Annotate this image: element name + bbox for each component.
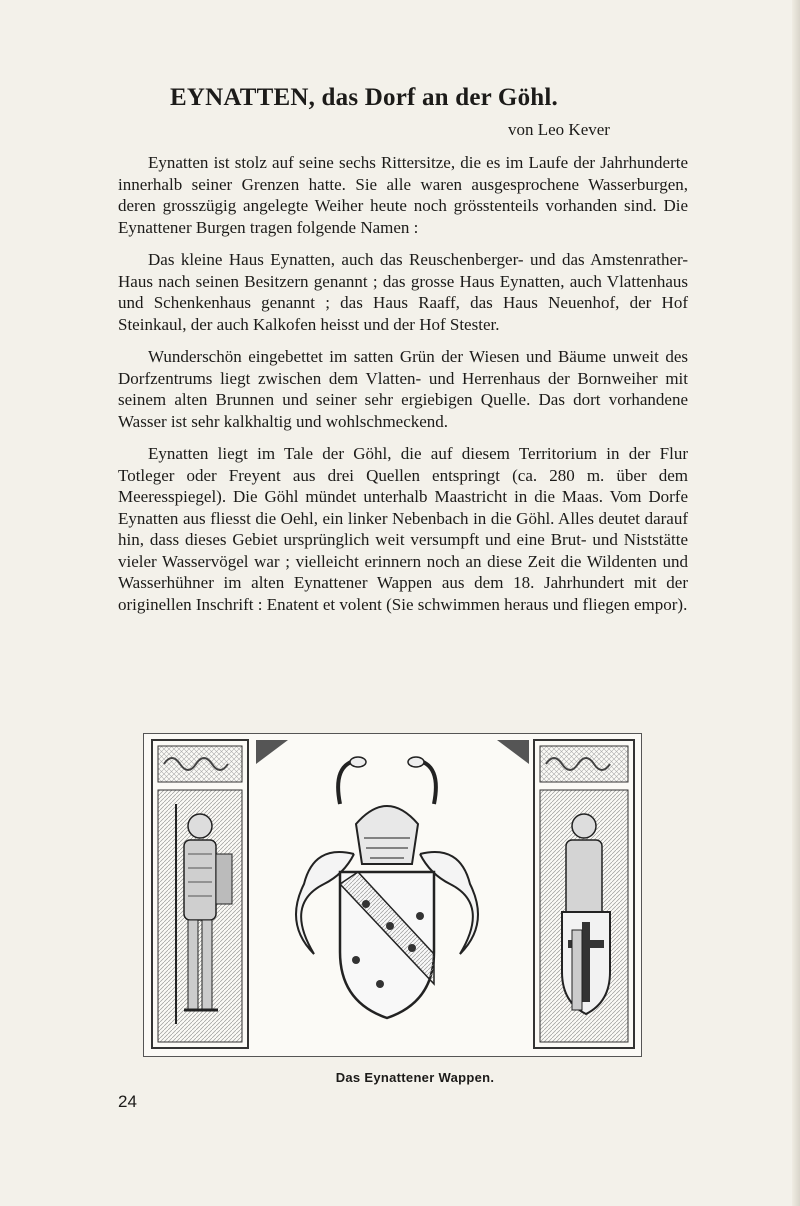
right-knight-panel [534, 740, 634, 1048]
paragraph-3: Wunderschön eingebettet im satten Grün der Wiesen und Bäume unweit des Dorfzentrums liegt zwischen dem Vlatten- und Herrenhaus der Bornweiher mit seinem alten Brunnen und seiner sehr ergiebigen Quelle. Das dort vorhandene Wasser ist sehr kalkhaltig und wohlschmeckend. [118, 347, 688, 431]
paragraph-1: Eynatten ist stolz auf seine sechs Rittersitze, die es im Laufe der Jahrhunderte innerhalb seiner Grenzen hatte. Sie alle waren ausgesprochene Wasserburgen, deren grosszügig angelegte Weiher heute noch grösstenteils vorhanden sind. Die Eynattener Burgen tragen folgende Namen : [118, 153, 688, 237]
paragraph-2: Das kleine Haus Eynatten, auch das Reuschenberger- und das Amstenrather-Haus nach seinen Besitzern genannt ; das grosse Haus Eynatten, auch Vlattenhaus und Schenkenhaus genannt ; das Haus Raaff, das Haus Neuenhof, der Hof Steinkaul, der auch Kalkofen heisst und der Hof Stester. [118, 250, 688, 334]
figure-caption [0, 1070, 800, 1085]
page-edge-shadow [792, 0, 800, 1206]
left-knight-panel [152, 740, 248, 1048]
page-number: 24 [118, 1092, 137, 1111]
article-body [118, 152, 688, 626]
coat-of-arms-figure [143, 733, 642, 1057]
coat-of-arms-illustration [144, 734, 641, 1056]
article-author: von Leo Kever [508, 120, 610, 139]
crest [296, 757, 478, 1018]
figure-caption-text: Das Eynattener Wappen. [335, 1070, 495, 1085]
corner-ornament-right [497, 740, 529, 764]
article-title: EYNATTEN, das Dorf an der Göhl. [170, 84, 558, 111]
corner-ornament-left [256, 740, 288, 764]
paragraph-4: Eynatten liegt im Tale der Göhl, die auf diesem Territorium in der Flur Totleger oder Freyent aus drei Quellen entspringt (ca. 280 m. über dem Meeresspiegel). Die Göhl mündet unterhalb Maastricht in die Maas. Vom Dorfe Eynatten aus fliesst die Oehl, ein linker Nebenbach in die Göhl. Alles deutet darauf hin, dass dieses Gebiet ursprünglich weit versumpft und eine Brut- und Niststätte vieler Wasservögel war ; vielleicht erinnern noch an diese Zeit die Wildenten und Wasserhühner im alten Eynattener Wappen aus dem 18. Jahrhundert mit der originellen Inschrift : Enatent et volent (Sie schwimmen heraus und fliegen empor). [118, 444, 688, 614]
